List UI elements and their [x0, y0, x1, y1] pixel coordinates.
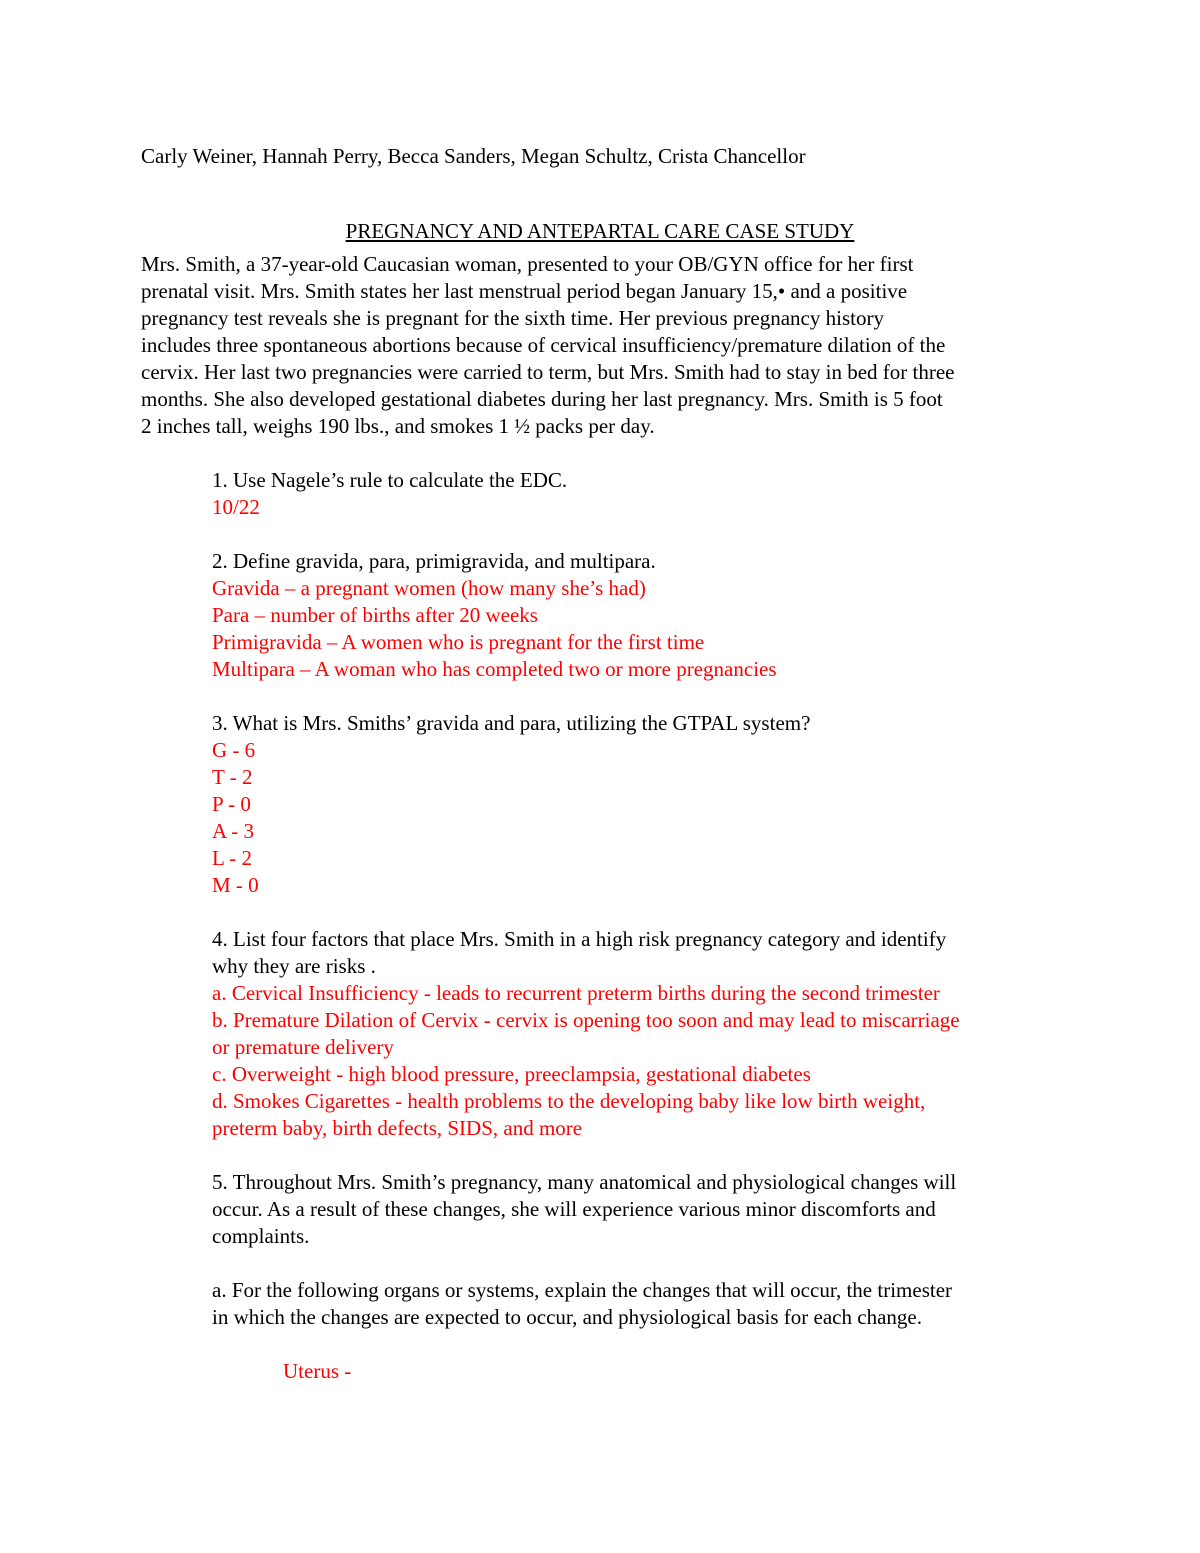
answer-text: Para – number of births after 20 weeks	[212, 603, 538, 627]
answer-text: T - 2	[212, 765, 253, 789]
question-text: why they are risks .	[212, 954, 376, 978]
answer-text: a. Cervical Insufficiency - leads to recurrent preterm births during the second trimester	[212, 981, 940, 1005]
answer-text: b. Premature Dilation of Cervix - cervix is opening too soon and may lead to miscarriage	[212, 1008, 960, 1032]
answer-text: A - 3	[212, 819, 254, 843]
answer-text: d. Smokes Cigarettes - health problems to the developing baby like low birth weight,	[212, 1089, 926, 1113]
intro-line: 2 inches tall, weighs 190 lbs., and smokes 1 ½ packs per day.	[141, 414, 655, 438]
intro-line: months. She also developed gestational diabetes during her last pregnancy. Mrs. Smith is 5 foot	[141, 387, 943, 411]
intro-line: Mrs. Smith, a 37-year-old Caucasian woman, presented to your OB/GYN office for her first	[141, 252, 914, 276]
uterus-label: Uterus -	[283, 1359, 352, 1383]
answer-text: or premature delivery	[212, 1035, 394, 1059]
question-text: 3. What is Mrs. Smiths’ gravida and para, utilizing the GTPAL system?	[212, 711, 811, 735]
document-title: PREGNANCY AND ANTEPARTAL CARE CASE STUDY	[345, 219, 855, 243]
intro-line: cervix. Her last two pregnancies were carried to term, but Mrs. Smith had to stay in bed for three	[141, 360, 955, 384]
answer-text: Multipara – A woman who has completed two or more pregnancies	[212, 657, 777, 681]
question-text: 4. List four factors that place Mrs. Smith in a high risk pregnancy category and identify	[212, 927, 947, 951]
question-text: 1. Use Nagele’s rule to calculate the EDC.	[212, 468, 568, 492]
answer-text: preterm baby, birth defects, SIDS, and more	[212, 1116, 583, 1140]
question-text: occur. As a result of these changes, she will experience various minor discomforts and	[212, 1197, 936, 1221]
authors-line: Carly Weiner, Hannah Perry, Becca Sanders, Megan Schultz, Crista Chancellor	[141, 144, 806, 168]
answer-text: P - 0	[212, 792, 251, 816]
answer-text: G - 6	[212, 738, 256, 762]
answer-text: c. Overweight - high blood pressure, preeclampsia, gestational diabetes	[212, 1062, 811, 1086]
answer-text: Primigravida – A women who is pregnant for the first time	[212, 630, 705, 654]
answer-text: M - 0	[212, 873, 259, 897]
question-text: 2. Define gravida, para, primigravida, and multipara.	[212, 549, 656, 573]
question-text: complaints.	[212, 1224, 310, 1248]
intro-line: includes three spontaneous abortions because of cervical insufficiency/premature dilation of the	[141, 333, 946, 357]
subquestion-text: in which the changes are expected to occur, and physiological basis for each change.	[212, 1305, 922, 1329]
answer-text: Gravida – a pregnant women (how many she’s had)	[212, 576, 646, 600]
answer-text: L - 2	[212, 846, 253, 870]
intro-line: pregnancy test reveals she is pregnant for the sixth time. Her previous pregnancy history	[141, 306, 884, 330]
answer-text: 10/22	[212, 495, 260, 519]
question-text: 5. Throughout Mrs. Smith’s pregnancy, many anatomical and physiological changes will	[212, 1170, 957, 1194]
intro-line: prenatal visit. Mrs. Smith states her last menstrual period began January 15,• and a positive	[141, 279, 908, 303]
subquestion-text: a. For the following organs or systems, explain the changes that will occur, the trimester	[212, 1278, 953, 1302]
